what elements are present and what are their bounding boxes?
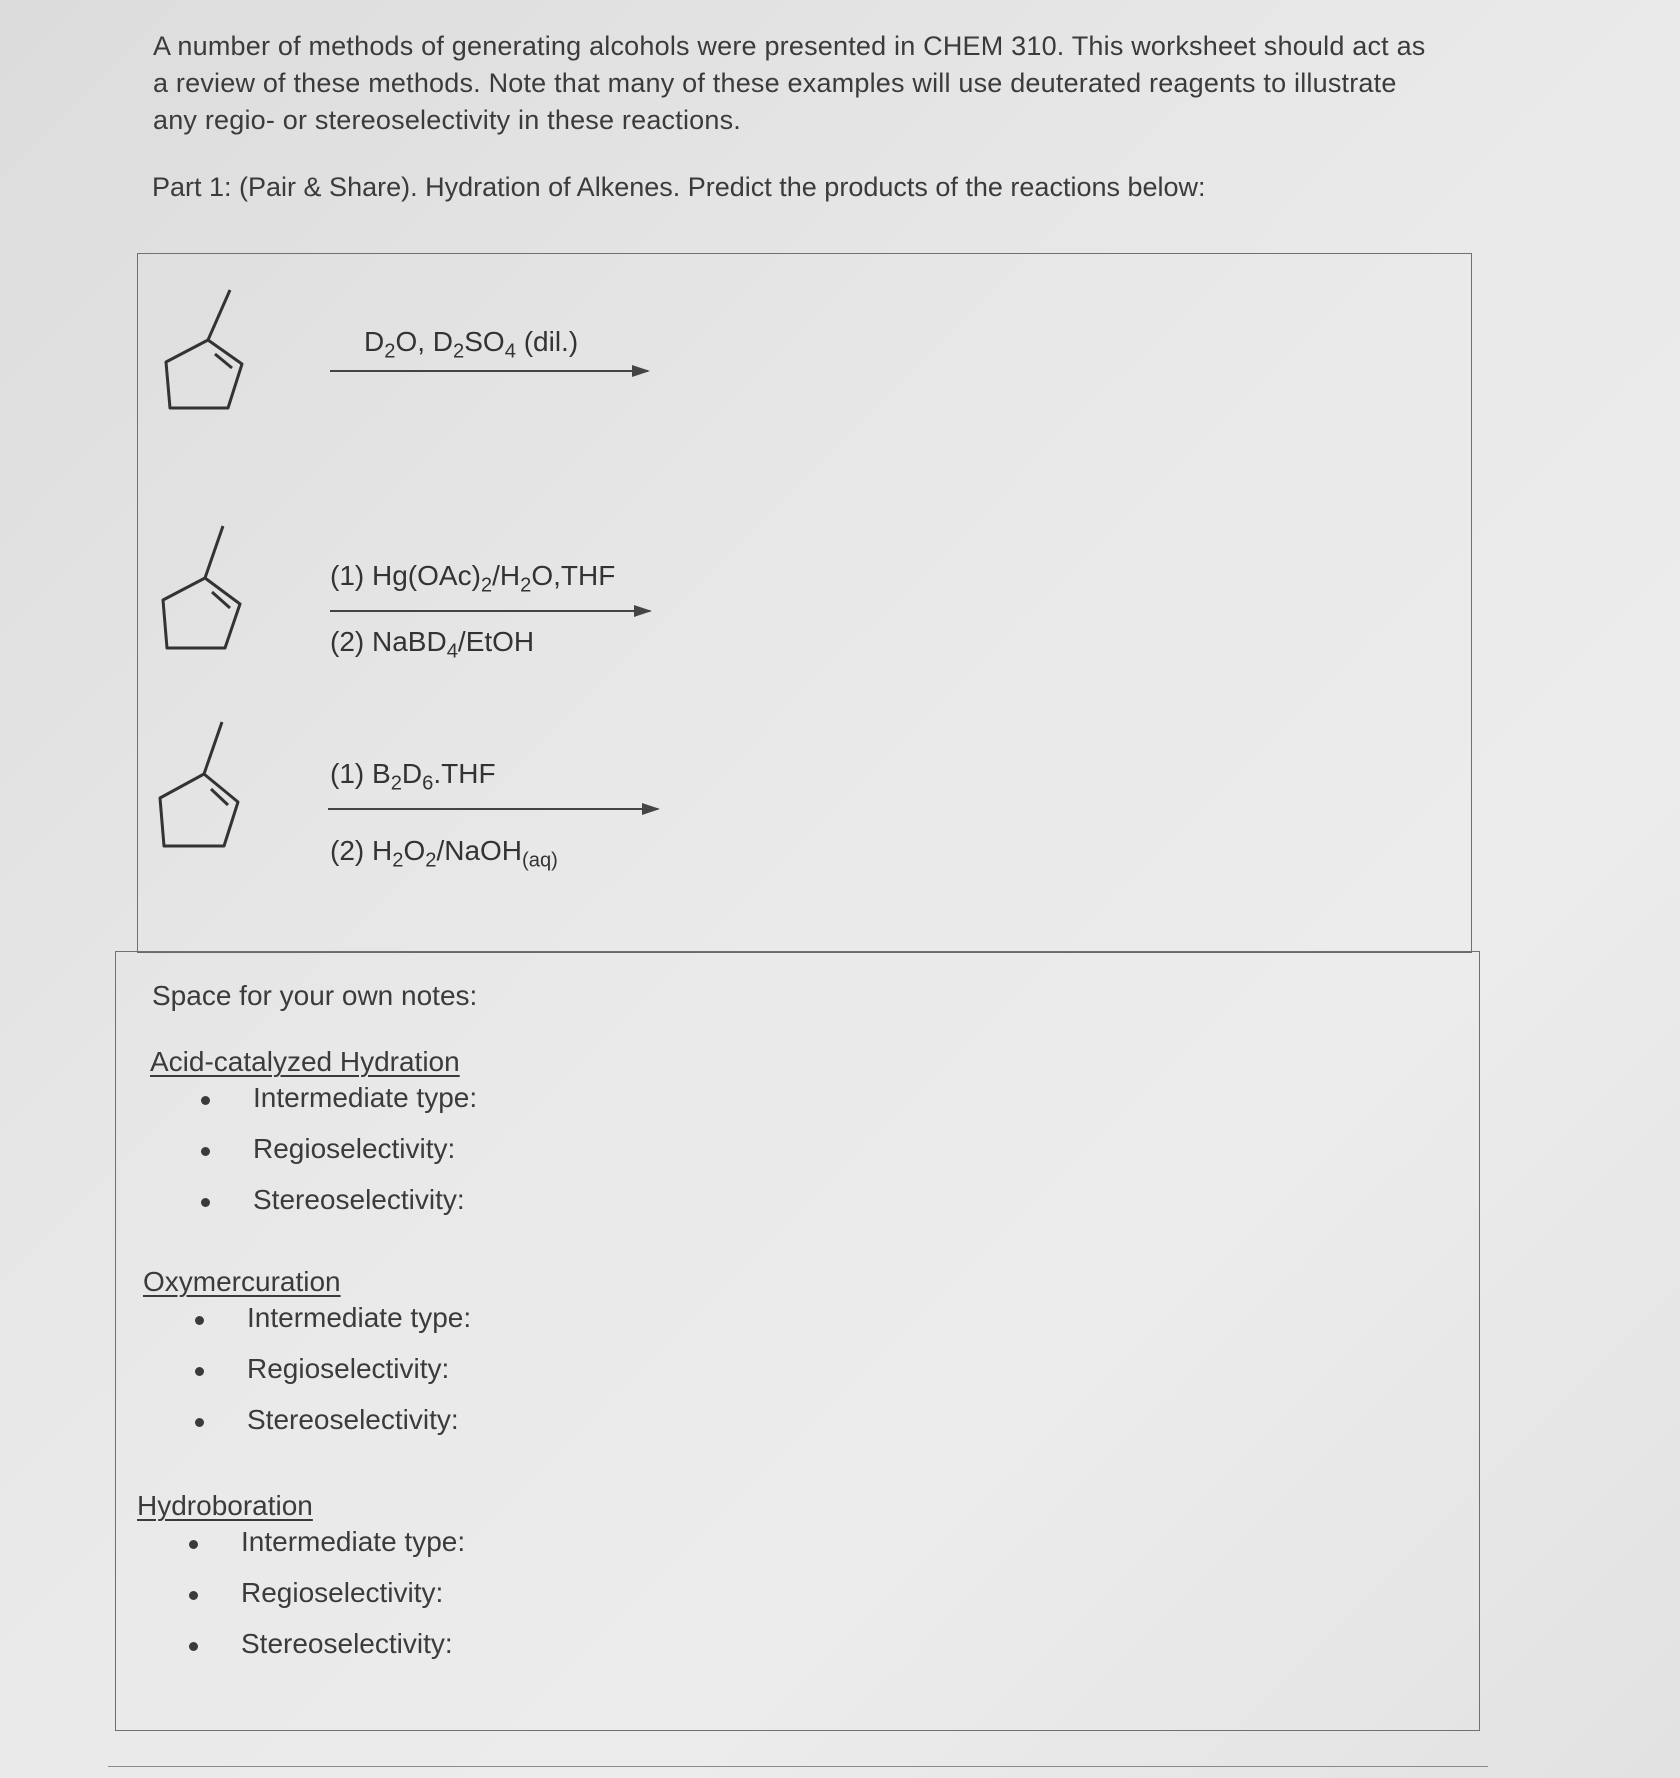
list-item: Intermediate type: [195,1302,471,1353]
intro-line: a review of these methods. Note that many of these examples will use deuterated reagents to illustrate [153,68,1397,98]
part1-heading: Part 1: (Pair & Share). Hydration of Alkenes. Predict the products of the reactions below: [152,172,1206,202]
methylcyclopentene-structure [160,282,270,422]
list-item: Regioselectivity: [201,1133,477,1184]
list-item: Regioselectivity: [189,1577,465,1628]
methylcyclopentene-structure [152,718,262,858]
list-item: Stereoselectivity: [201,1184,477,1235]
oxymercuration-bullet-list [195,1302,471,1455]
reaction-arrow [330,610,650,612]
notes-title: Space for your own notes: [152,980,478,1011]
reaction3-reagent-line2: (2) $H_2O_2/NaOH_{(aq)}$ [330,835,558,872]
acid-catalyzed-bullet-list [201,1082,477,1235]
list-item: Intermediate type: [201,1082,477,1133]
reaction-arrow [328,808,658,810]
reaction3-reagent-line1: (1) $B_2D_6.THF$ [330,758,496,795]
section-title-hydroboration: Hydroboration [137,1490,313,1521]
reaction-arrow [330,370,648,372]
list-item: Intermediate type: [189,1526,465,1577]
section-title-oxymercuration: Oxymercuration [143,1266,341,1297]
reaction2-reagent-line1: (1) $Hg(OAc)_2/H_2O,THF$ [330,560,616,597]
reaction2-reagent-line2: (2) NaBD$_4$/EtOH [330,626,535,663]
page-divider [108,1766,1488,1767]
reaction1-reagent-line1: $D_2O$, $D_2SO_4$ (dil.) [364,326,579,363]
list-item: Stereoselectivity: [189,1628,465,1679]
section-title-acid-catalyzed-hydration: Acid-catalyzed Hydration [150,1046,460,1077]
hydroboration-bullet-list [189,1526,465,1679]
intro-paragraph [153,28,1483,139]
list-item: Stereoselectivity: [195,1404,471,1455]
methylcyclopentene-structure [155,520,265,660]
list-item: Regioselectivity: [195,1353,471,1404]
intro-line: any regio- or stereoselectivity in these reactions. [153,105,741,135]
intro-line: A number of methods of generating alcohols were presented in CHEM 310. This worksheet should act as [153,31,1426,61]
